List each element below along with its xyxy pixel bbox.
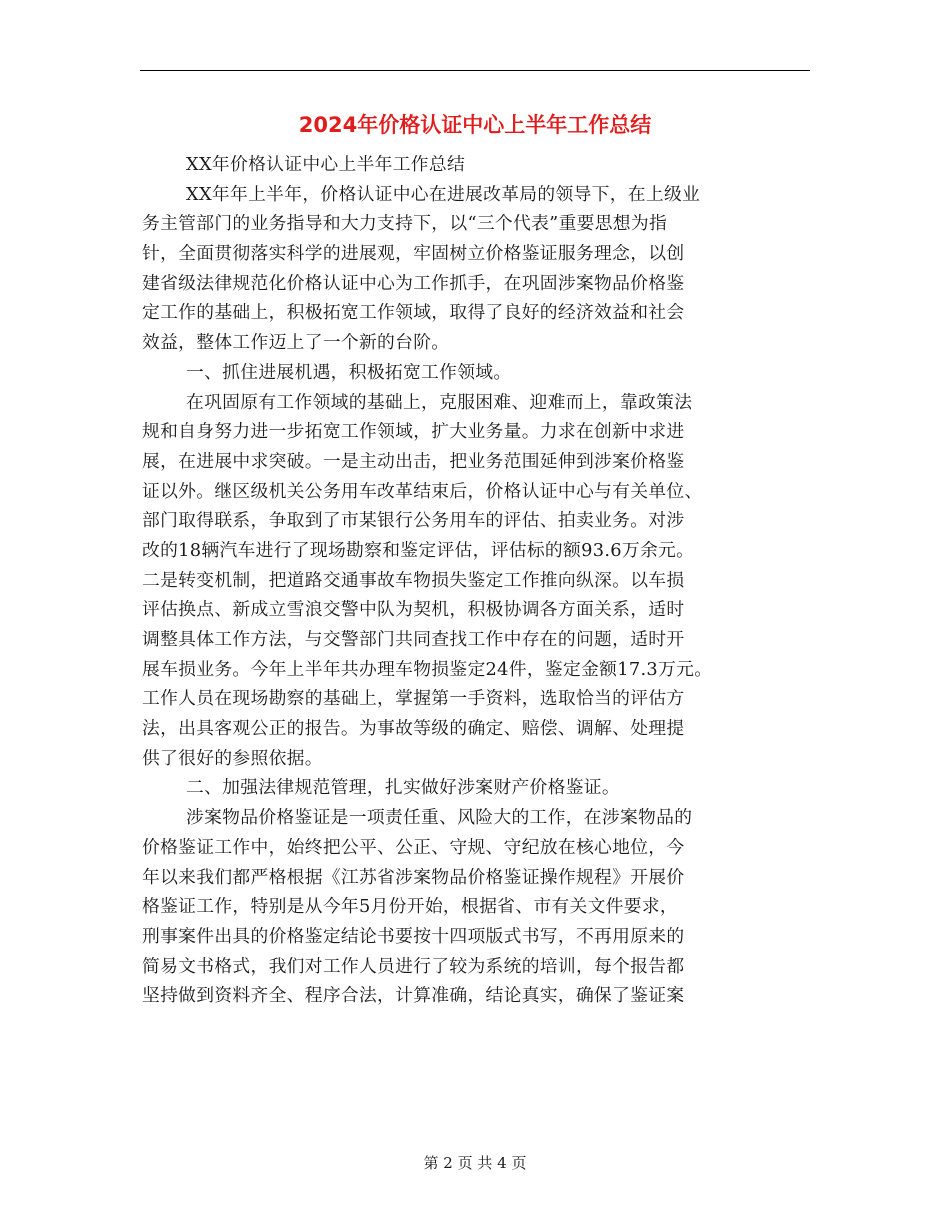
text-line: XX年年上半年，价格认证中心在进展改革局的领导下，在上级业 xyxy=(186,183,701,205)
text-line: 涉案物品价格鉴证是一项责任重、风险大的工作，在涉案物品的 xyxy=(186,807,693,829)
text-line: 价格鉴证工作中，始终把公平、公正、守规、守纪放在核心地位，今 xyxy=(142,836,685,858)
text-line: XX年价格认证中心上半年工作总结 xyxy=(186,154,466,175)
text-line: 二、加强法律规范管理，扎实做好涉案财产价格鉴证。 xyxy=(186,777,620,799)
text-line: 一、抓住进展机遇，积极拓宽工作领域。 xyxy=(186,361,512,383)
text-line: 简易文书格式，我们对工作人员进行了较为系统的培训，每个报告都 xyxy=(142,955,685,977)
text-line: 效益，整体工作迈上了一个新的台阶。 xyxy=(142,332,450,354)
page-number-footer: 第 2 页 共 4 页 xyxy=(423,1154,527,1172)
text-line: 刑事案件出具的价格鉴定结论书要按十四项版式书写，不再用原来的 xyxy=(142,925,685,947)
text-line: 务主管部门的业务指导和大力支持下，以“三个代表”重要思想为指 xyxy=(142,213,668,235)
document-title: 2024年价格认证中心上半年工作总结 xyxy=(298,113,652,137)
text-line: 调整具体工作方法，与交警部门共同查找工作中存在的问题，适时开 xyxy=(142,629,685,650)
text-line: 规和自身努力进一步拓宽工作领域，扩大业务量。力求在创新中求进 xyxy=(142,421,685,443)
text-line: 坚持做到资料齐全、程序合法，计算准确，结论真实，确保了鉴证案 xyxy=(142,985,685,1007)
text-line: 部门取得联系，争取到了市某银行公务用车的评估、拍卖业务。对涉 xyxy=(142,510,685,532)
text-line: 展，在进展中求突破。一是主动出击，把业务范围延伸到涉案价格鉴 xyxy=(142,450,685,472)
text-line: 法，出具客观公正的报告。为事故等级的确定、赔偿、调解、处理提 xyxy=(142,718,685,740)
text-line: 改的18辆汽车进行了现场勘察和鉴定评估，评估标的额93.6万余元。 xyxy=(142,539,695,561)
text-line: 在巩固原有工作领域的基础上，克服困难、迎难而上，靠政策法 xyxy=(186,391,693,413)
text-line: 展车损业务。今年上半年共办理车物损鉴定24件，鉴定金额17.3万元。 xyxy=(142,658,713,680)
text-line: 证以外。继区级机关公务用车改革结束后，价格认证中心与有关单位、 xyxy=(142,480,703,502)
text-line: 格鉴证工作，特别是从今年5月份开始，根据省、市有关文件要求， xyxy=(142,896,678,918)
header-rule xyxy=(140,70,810,71)
text-line: 针，全面贯彻落实科学的进展观，牢固树立价格鉴证服务理念，以创 xyxy=(142,243,685,265)
document-body xyxy=(142,150,822,1011)
text-line: 二是转变机制，把道路交通事故车物损失鉴定工作推向纵深。以车损 xyxy=(142,569,685,591)
text-line: 定工作的基础上，积极拓宽工作领域，取得了良好的经济效益和社会 xyxy=(142,302,685,324)
text-line: 供了很好的参照依据。 xyxy=(142,747,323,769)
text-line: 建省级法律规范化价格认证中心为工作抓手，在巩固涉案物品价格鉴 xyxy=(142,272,685,294)
text-line: 工作人员在现场勘察的基础上，掌握第一手资料，选取恰当的评估方 xyxy=(142,688,685,710)
text-line: 评估换点、新成立雪浪交警中队为契机，积极协调各方面关系，适时 xyxy=(142,599,685,621)
text-line: 年以来我们都严格根据《江苏省涉案物品价格鉴证操作规程》开展价 xyxy=(142,866,685,888)
